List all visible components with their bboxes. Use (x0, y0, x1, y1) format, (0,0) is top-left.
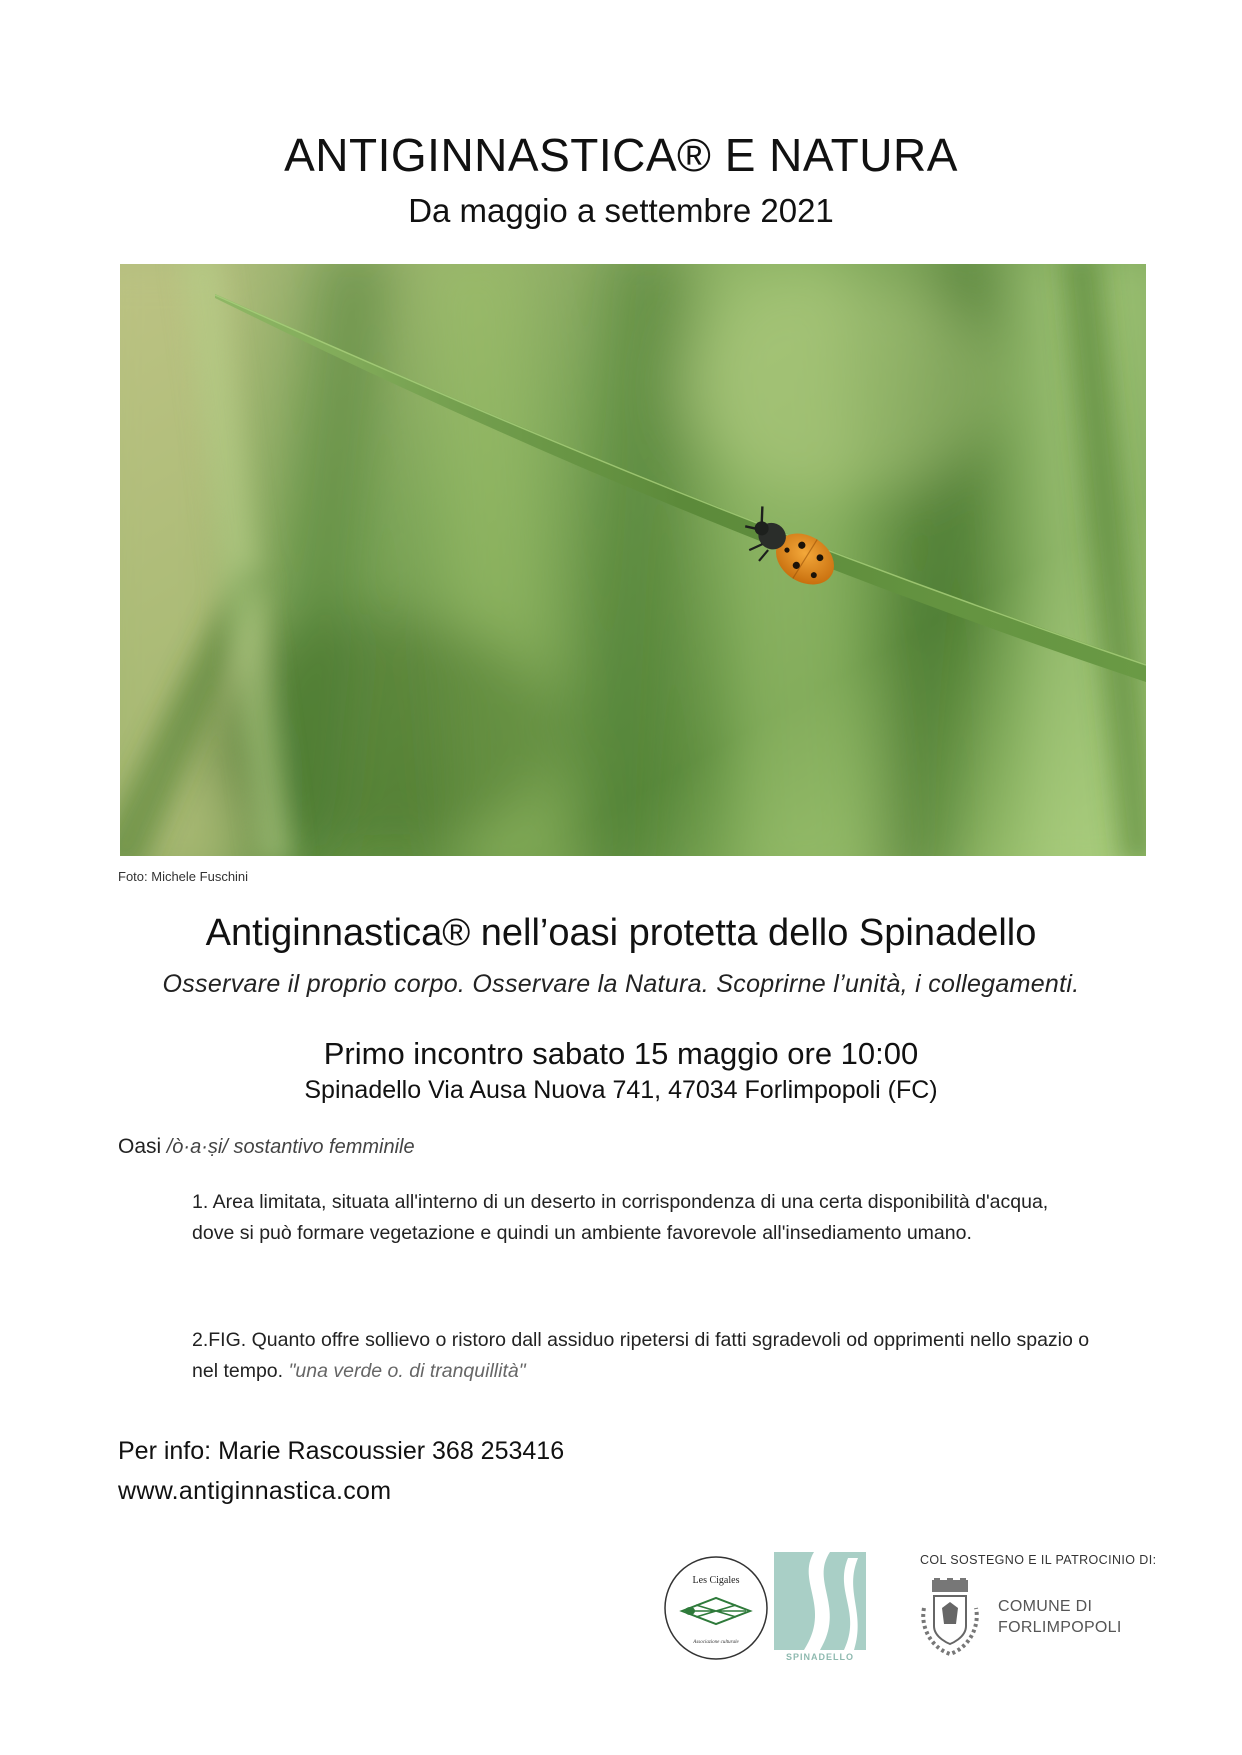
comune-line-2: FORLIMPOPOLI (998, 1619, 1122, 1636)
event-address: Spinadello Via Ausa Nuova 741, 47034 Forlimpopoli (FC) (304, 1076, 938, 1104)
first-meeting: Primo incontro sabato 15 maggio ore 10:00 (323, 1036, 919, 1071)
page-subtitle: Da maggio a settembre 2021 (408, 192, 834, 229)
definition-kind: sostantivo femminile (233, 1136, 415, 1158)
comune-line-1: COMUNE DI (998, 1598, 1093, 1615)
spinadello-name: SPINADELLO (785, 1652, 855, 1662)
definition-example: "una verde o. di tranquillità" (288, 1360, 526, 1382)
definition-term: Oasi (118, 1135, 162, 1158)
website-link[interactable]: www.antiginnastica.com (118, 1477, 392, 1505)
definition-sense-1: 1. Area limitata, situata all'interno di un deserto in corrispondenza di una certa disponibilità d'acqua, dove si può formare vegetazione e quindi un ambiente favorevole all'insediamento umano. (192, 1191, 1049, 1244)
les-cigales-logo (663, 1555, 769, 1661)
forlimpopoli-crest-icon (920, 1578, 980, 1656)
cigales-sub: Associazione culturale (693, 1640, 739, 1645)
photo-credit: Foto: Michele Fuschini (118, 869, 249, 884)
contact-person: Marie Rascoussier 368 253416 (218, 1437, 565, 1465)
contact-label: Per info: (118, 1437, 212, 1465)
definition-sense-2 (192, 1325, 1092, 1387)
hero-photo (120, 264, 1146, 856)
page-title: ANTIGINNASTICA® E NATURA (284, 129, 958, 181)
comune-name (998, 1596, 1122, 1638)
definition-sense-2-text: 2.FIG. Quanto offre sollievo o ristoro dall assiduo ripetersi di fatti sgradevoli od opprimenti nello spazio o nel tempo. (192, 1329, 1090, 1382)
definition-pronunciation: /ò·a·ṣi/ (166, 1136, 228, 1158)
cigales-title: Les Cigales (692, 1575, 740, 1586)
beetle-on-grass-image (120, 264, 1146, 856)
sponsor-label: COL SOSTEGNO E IL PATROCINIO DI: (920, 1553, 1157, 1567)
definition-header (118, 1135, 415, 1159)
event-tagline: Osservare il proprio corpo. Osservare la Natura. Scoprirne l’unità, i collegamenti. (162, 970, 1080, 998)
spinadello-logo (774, 1552, 866, 1662)
event-heading: Antiginnastica® nell’oasi protetta dello Spinadello (205, 912, 1037, 954)
contact-info (118, 1437, 564, 1466)
